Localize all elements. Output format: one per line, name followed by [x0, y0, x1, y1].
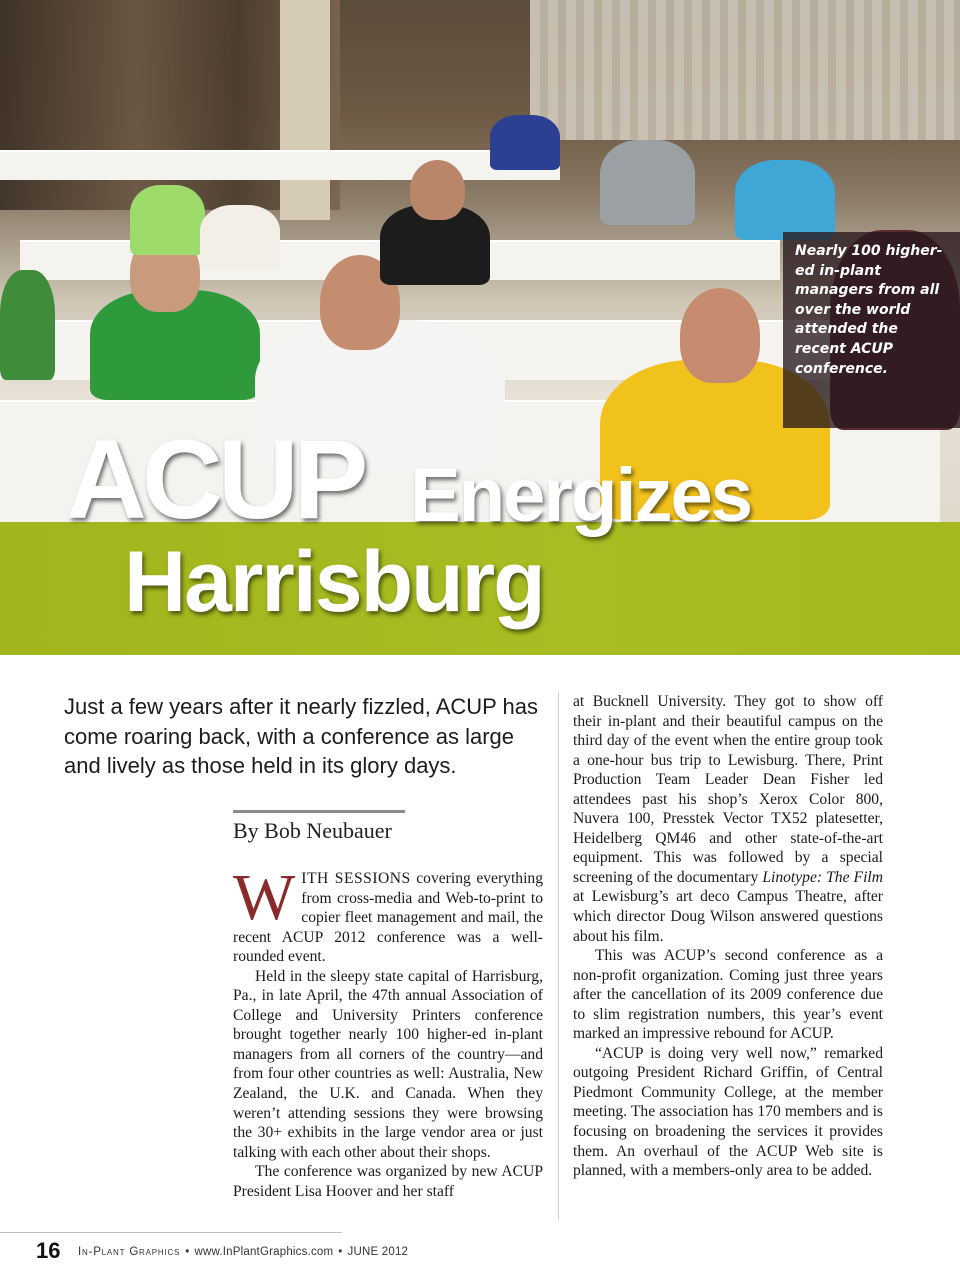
- article-paragraph: This was ACUP’s second conference as a non-profit organization. Coming just three years after the cancellation of its 2009 conference due to slim registration numbers, this year’s event marked an impressive rebound for ACUP.: [573, 947, 883, 1043]
- footer-rule: [0, 1232, 342, 1233]
- footer-issue: JUNE 2012: [347, 1246, 409, 1258]
- article-paragraph: “ACUP is doing very well now,” remarked outgoing President Richard Griffin, of Central Piedmont Community College, at the member meeting. The association has 170 members and is focusing on broadening the services it provides them. An overhaul of the ACUP Web site is planned, with a members-only area to be added.: [573, 1044, 883, 1180]
- photo-attendee-head: [410, 160, 465, 220]
- article-paragraph: [573, 692, 883, 946]
- photo-attendee: [490, 115, 560, 170]
- photo-attendee: [200, 205, 280, 270]
- footer-website: www.InPlantGraphics.com: [194, 1246, 334, 1258]
- article-deck: Just a few years after it nearly fizzled, ACUP has come roaring back, with a conference as large and lively as those held in its glory days.: [64, 694, 539, 778]
- paragraph-text: covering everything from cross-media and Web-to-print to copier fleet management and mail, the recent ACUP 2012 conference was a well-rounded event.: [233, 870, 544, 966]
- article-column-2: [573, 692, 883, 1181]
- drop-cap: W: [233, 861, 296, 934]
- photo-curtain-right: [530, 0, 960, 140]
- article-column-1: [233, 861, 544, 1201]
- paragraph-text: at Bucknell University. They got to show off their in-plant and their beautiful campus on the third day of the event when the entire group took a one-hour bus trip to Lewisburg. There, Print Production Team Leader Dean Fisher led attendees past his shop’s Xerox Color 800, Nuvera 100, Presstek Vector TX52 platesetter, Heidelberg QM46 and other state-of-the-art equipment. This was followed by a special screening of the documentary: [573, 693, 883, 886]
- bullet-separator: •: [338, 1246, 343, 1258]
- column-divider: [558, 692, 559, 1220]
- byline-rule: [233, 810, 405, 813]
- article-paragraph: The conference was organized by new ACUP President Lisa Hoover and her staff: [233, 1163, 543, 1200]
- photo-attendee: [735, 160, 835, 240]
- headline-harrisburg: Harrisburg: [124, 534, 544, 630]
- photo-attendee: [600, 140, 695, 225]
- lead-in-caps: ITH SESSIONS: [301, 870, 411, 887]
- film-title: Linotype: The Film: [762, 868, 883, 886]
- footer-credit: [78, 1246, 408, 1258]
- article-paragraph: Held in the sleepy state capital of Harrisburg, Pa., in late April, the 47th annual Association of College and University Printers conference brought together nearly 100 higher-ed in-plant managers from all corners of the country—and from four other countries as well: Australia, New Zealand, the U.K. and Canada. When they weren’t attending sessions they were browsing the 30+ exhibits in the large vendor area or just talking with each other about their shops.: [233, 967, 543, 1161]
- photo-caption: Nearly 100 higher-ed in-plant managers from all over the world attended the recent ACUP conference.: [783, 232, 960, 428]
- photo-attendee: [0, 270, 55, 380]
- photo-attendee-head: [680, 288, 760, 383]
- photo-pillar: [280, 0, 330, 220]
- page-number: 16: [36, 1238, 61, 1263]
- photo-attendee: [130, 185, 205, 255]
- headline-energizes: Energizes: [410, 453, 752, 538]
- bullet-separator: •: [185, 1246, 190, 1258]
- publication-name: In-Plant Graphics: [78, 1246, 181, 1258]
- headline-acup: ACUP: [66, 417, 364, 542]
- article-paragraph: [233, 861, 544, 967]
- paragraph-text: at Lewisburg’s art deco Campus Theatre, after which director Doug Wilson answered questions about his film.: [573, 888, 883, 945]
- byline: By Bob Neubauer: [233, 818, 392, 843]
- photo-table: [0, 150, 560, 180]
